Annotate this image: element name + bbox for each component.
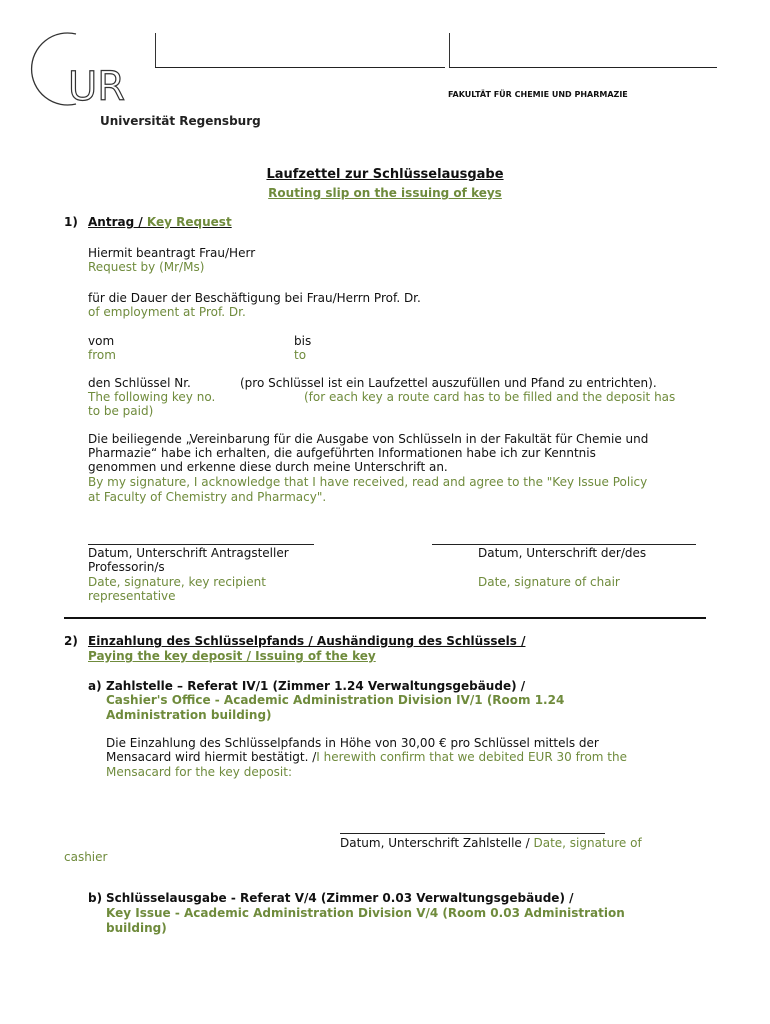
signature-applicant-label-2: Professorin/s [88, 560, 165, 574]
header-line-right [449, 67, 717, 68]
university-logo [24, 30, 136, 110]
agreement-en-line-1: By my signature, I acknowledge that I have received, read and agree to the "Key Issue Policy [88, 475, 648, 489]
subsection-a-heading-en-2: Administration building) [106, 708, 272, 722]
subsection-a-heading: Zahlstelle – Referat IV/1 (Zimmer 1.24 Verwaltungsgebäude) / [106, 679, 526, 693]
signature-line-professor[interactable] [432, 544, 696, 545]
signature-applicant-label-en: Date, signature, key recipient [88, 575, 266, 589]
faculty-name: FAKULTÄT FÜR CHEMIE UND PHARMAZIE [448, 90, 628, 99]
key-number-label: den Schlüssel Nr. [88, 376, 191, 390]
section1-number: 1) [64, 215, 78, 229]
signature-professor-label-en: Date, signature of chair [478, 575, 620, 589]
signature-line-cashier[interactable] [340, 833, 605, 834]
section-divider [64, 617, 706, 619]
deposit-text-1: Die Einzahlung des Schlüsselpfands in Höhe von 30,00 € pro Schlüssel mittels der [106, 736, 599, 750]
subsection-b-heading-en: Key Issue - Academic Administration Division V/4 (Room 0.03 Administration [106, 906, 625, 920]
from-label-en: from [88, 348, 116, 362]
signature-line-applicant[interactable] [88, 544, 314, 545]
from-label: vom [88, 334, 115, 348]
university-name: Universität Regensburg [100, 114, 261, 128]
agreement-line-1: Die beiliegende „Vereinbarung für die Ausgabe von Schlüsseln in der Fakultät für Chemie und [88, 432, 649, 446]
subsection-a-heading-en: Cashier's Office - Academic Administration Division IV/1 (Room 1.24 [106, 693, 565, 707]
employment-label-en: of employment at Prof. Dr. [88, 305, 246, 319]
signature-applicant-label-en-2: representative [88, 589, 176, 603]
agreement-line-3: genommen und erkenne diese durch meine Unterschrift an. [88, 460, 448, 474]
subsection-b-heading: Schlüsselausgabe - Referat V/4 (Zimmer 0.03 Verwaltungsgebäude) / [106, 891, 574, 905]
to-label-en: to [294, 348, 307, 362]
employment-label: für die Dauer der Beschäftigung bei Frau/Herrn Prof. Dr. [88, 291, 421, 305]
page-subtitle: Routing slip on the issuing of keys [268, 186, 502, 200]
deposit-text-2: Mensacard wird hiermit bestätigt. /I herewith confirm that we debited EUR 30 from the [106, 750, 627, 764]
key-note-en-cont: to be paid) [88, 404, 154, 418]
header-divider [155, 33, 156, 67]
subsection-a-label: a) [88, 679, 102, 693]
subsection-b-heading-en-2: building) [106, 921, 167, 935]
agreement-line-2: Pharmazie“ habe ich erhalten, die aufgeführten Informationen habe ich zur Kenntnis [88, 446, 596, 460]
header-divider-right [449, 33, 450, 67]
signature-cashier-label-cont: cashier [64, 850, 108, 864]
page-title: Laufzettel zur Schlüsselausgabe [266, 167, 504, 182]
request-label-en: Request by (Mr/Ms) [88, 260, 205, 274]
key-note: (pro Schlüssel ist ein Laufzettel auszufüllen und Pfand zu entrichten). [240, 376, 657, 390]
section2-heading-en: Paying the key deposit / Issuing of the key [88, 649, 376, 663]
deposit-text-3: Mensacard for the key deposit: [106, 765, 292, 779]
agreement-en-line-2: at Faculty of Chemistry and Pharmacy". [88, 490, 327, 504]
key-note-en: (for each key a route card has to be filled and the deposit has [304, 390, 676, 404]
signature-applicant-label: Datum, Unterschrift Antragsteller [88, 546, 289, 560]
logo-text: UR [68, 64, 126, 110]
section1-heading: Antrag / Key Request [88, 215, 232, 229]
signature-cashier-label: Datum, Unterschrift Zahlstelle / Date, signature of [340, 836, 642, 850]
key-number-label-en: The following key no. [88, 390, 216, 404]
section2-number: 2) [64, 634, 78, 648]
header-line-left [155, 67, 445, 68]
section2-heading: Einzahlung des Schlüsselpfands / Aushändigung des Schlüssels / [88, 634, 526, 648]
request-label: Hiermit beantragt Frau/Herr [88, 246, 256, 260]
signature-professor-label: Datum, Unterschrift der/des [478, 546, 647, 560]
to-label: bis [294, 334, 312, 348]
subsection-b-label: b) [88, 891, 103, 905]
